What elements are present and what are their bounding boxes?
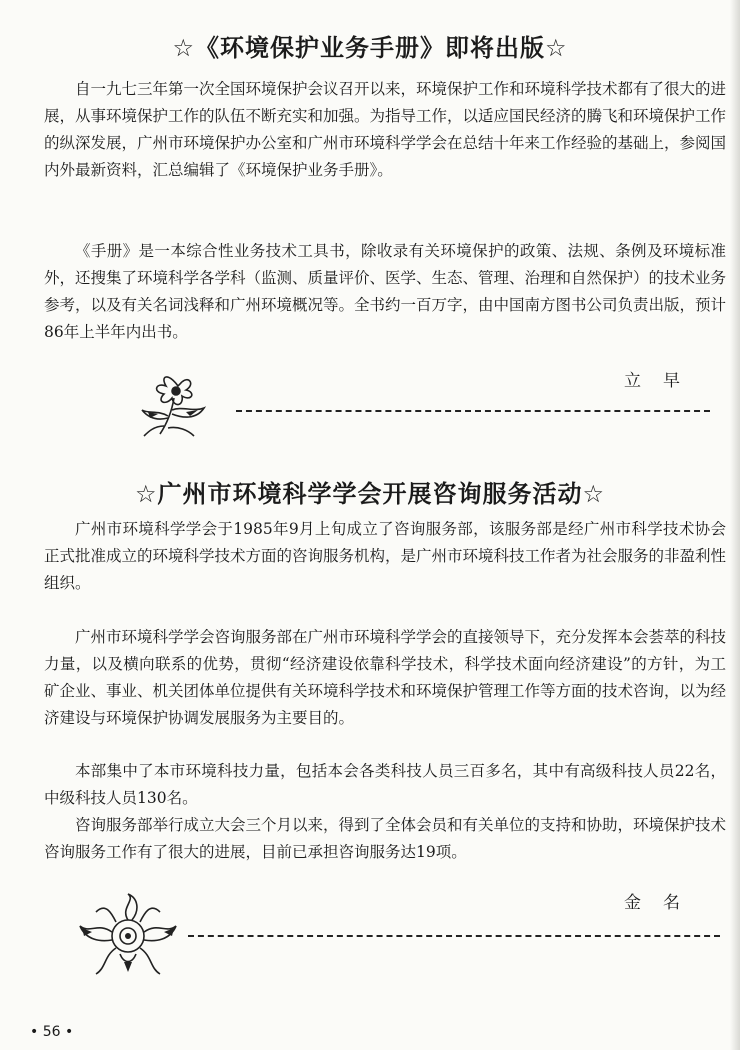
article1-title: ☆《环境保护业务手册》即将出版☆ — [172, 34, 568, 62]
article2-paragraph-4: 咨询服务部举行成立大会三个月以来，得到了全体会员和有关单位的支持和协助，环境保护技术咨询服务工作有了很大的进展，目前已承担咨询服务达19项。 — [44, 816, 727, 861]
section-divider-1 — [236, 410, 710, 412]
floral-emblem-ornament-icon — [76, 892, 180, 976]
article1-paragraph-1: 自一九七三年第一次全国环境保护会议召开以来，环境保护工作和环境科学技术都有了很大的进展，从事环境保护工作的队伍不断充实和加强。为指导工作，以适应国民经济的腾飞和环境保护工作的纵深发展，广州市环境保护办公室和广州市环境科学学会在总结十年来工作经验的基础上，参阅国内外最新资料，汇总编辑了《环境保护业务手册》。 — [44, 80, 727, 179]
article2-title: ☆广州市环境科学学会开展咨询服务活动☆ — [134, 480, 606, 508]
article1-paragraph-2: 《手册》是一本综合性业务技术工具书，除收录有关环境保护的政策、法规、条例及环境标准外，还搜集了环境科学各学科（监测、质量评价、医学、生态、管理、治理和自然保护）的技术业务参考，以及有关名词浅释和广州环境概况等。全书约一百万字，由中国南方图书公司负责出版，预计86年上半年内出书。 — [44, 242, 727, 341]
article1-author: 立早 — [624, 371, 702, 391]
article2-author: 金名 — [624, 893, 702, 913]
article2-paragraph-3: 本部集中了本市环境科技力量，包括本会各类科技人员三百多名，其中有高级科技人员22名，中级科技人员130名。 — [44, 762, 726, 807]
article2-paragraph-2: 广州市环境科学学会咨询服务部在广州市环境科学学会的直接领导下，充分发挥本会荟萃的科技力量，以及横向联系的优势，贯彻“经济建设依靠科学技术，科学技术面向经济建设”的方针，为工矿企业、事业、机关团体单位提供有关环境科学技术和环境保护管理工作等方面的技术咨询，以为经济建设与环境保护协调发展服务为主要目的。 — [44, 628, 727, 727]
narcissus-ornament-icon — [138, 366, 216, 438]
section-divider-2 — [188, 935, 720, 937]
article2-paragraph-1: 广州市环境科学学会于1985年9月上旬成立了咨询服务部，该服务部是经广州市科学技术协会正式批准成立的环境科学技术方面的咨询服务机构，是广州市环境科技工作者为社会服务的非盈利性组织。 — [44, 520, 727, 592]
page-edge-shadow — [730, 0, 740, 1050]
page-number: • 56 • — [30, 1024, 74, 1040]
